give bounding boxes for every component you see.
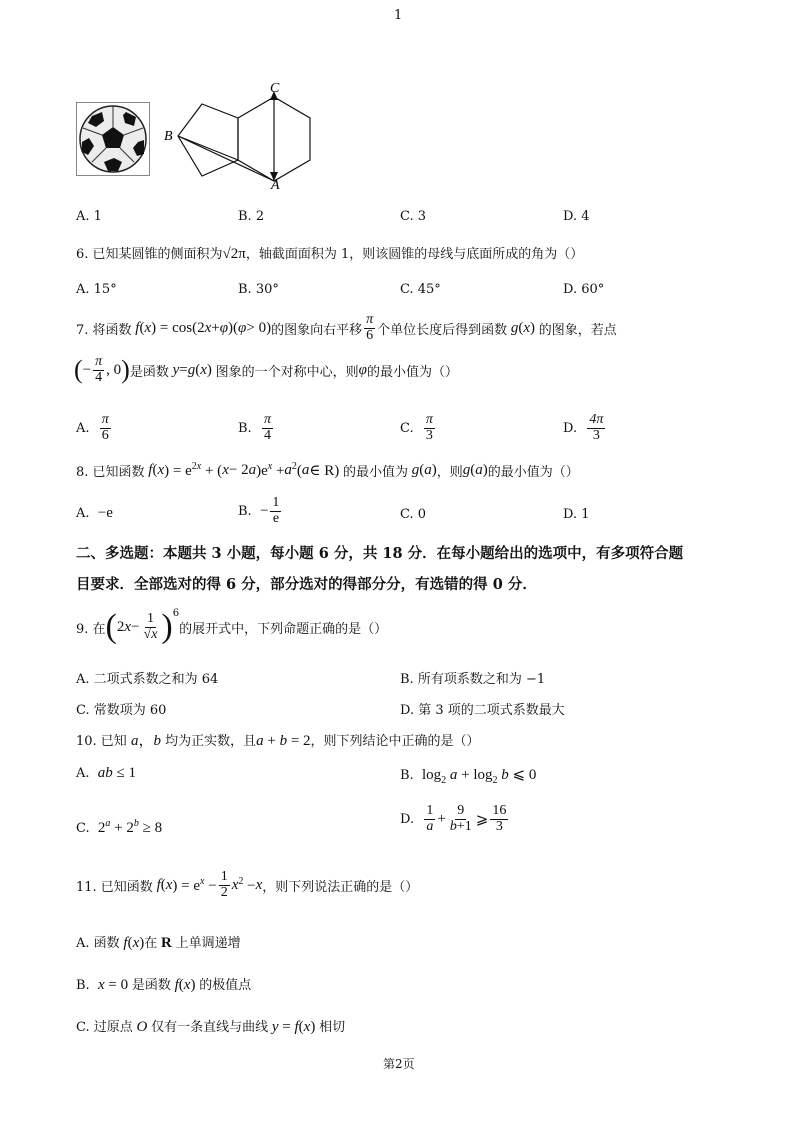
section2-heading-line2: 目要求．全部选对的得 6 分，部分选对的得部分分，有选错的得 0 分．: [76, 576, 537, 593]
q9-option-a: A. 二项式系数之和为 64: [76, 672, 219, 687]
q8-option-b: B. − $\frac{1}{e}$: [238, 495, 280, 526]
q11-option-a: A. 函数 f(x)在 R 上单调递增: [76, 935, 241, 951]
q11-option-c: C. 过原点 O 仅有一条直线与曲线 y = f(x) 相切: [76, 1019, 346, 1035]
q8-option-c: C. 0: [400, 507, 427, 522]
q10-option-a: A. ab ≤ 1: [76, 765, 137, 781]
q8-option-d: D. 1: [563, 507, 590, 522]
q7-option-b: B. $\frac{\pi}{4}$: [238, 412, 271, 443]
page-footer: 第2页: [383, 1057, 415, 1071]
label-A: A: [271, 178, 280, 190]
q9-option-d: D. 第 3 项的二项式系数最大: [400, 703, 565, 718]
q9-option-b: B. 所有项系数之和为 −1: [400, 672, 546, 687]
q8-stem: 8. 已知函数 f ( x ) = $e^{2x}$ + ( x − 2 a )$e^x$ + a $^2$( a ∈ R) 的最小值为 g ( a ) ，则 g ( a ) 的最小值为（）: [76, 461, 579, 480]
q10-stem: 10. 已知 a，b 均为正实数，且a + b = 2，则下列结论中正确的是（）: [76, 733, 480, 749]
q9-stem: 9. 在 ( 2 x − $\frac{1}{√x}$ ) $^6$ 的展开式中，下列命题正确的是（）: [76, 608, 388, 645]
q6-option-c: C. 45°: [400, 282, 441, 297]
q7-line2: ( − $\frac{\pi}{4}$ , 0 ) 是函数 y = g ( x ) 图象的一个对称中心，则 φ 的最小值为（）: [74, 354, 458, 385]
q7-line1: 7. 将函数 f ( x ) = cos(2 x + φ )( φ > 0) 的图象向右平移 $\frac{\pi}{6}$ 个单位长度后得到函数 g ( x ) 的图象，若点: [76, 312, 617, 343]
q5-option-d: D. 4: [563, 209, 590, 224]
q6-math: √2π: [222, 246, 246, 262]
q10-option-d: D. $\frac{1}{a}$ + $\frac{9}{b+1}$ ⩾ $\frac{16}{3}$: [400, 803, 507, 834]
label-B: B: [164, 129, 173, 144]
q5-option-c: C. 3: [400, 209, 427, 224]
soccer-ball-figure: [76, 102, 150, 176]
q7-option-d: D. $\frac{4\pi}{3}$: [563, 412, 604, 443]
label-C: C: [270, 81, 280, 96]
geometry-figure: [160, 80, 320, 190]
q11-stem: 11. 已知函数 f ( x ) = $e^x$ − $\frac{1}{2}$ x $^2$ − x ，则下列说法正确的是（）: [76, 869, 419, 900]
section2-heading-line1: 二、多选题：本题共 3 小题，每小题 6 分，共 18 分．在每小题给出的选项中，有多项符合题: [76, 545, 684, 562]
q6-stem: 6. 已知某圆锥的侧面积为√2π，轴截面面积为 1，则该圆锥的母线与底面所成的角为（）: [76, 246, 584, 262]
q10-option-c: C. $2^a + 2^b \ge 8$: [76, 818, 163, 836]
q5-option-a: A. 1: [76, 209, 102, 224]
q7-option-a: A. $\frac{\pi}{6}$: [76, 412, 109, 443]
q6-option-a: A. 15°: [76, 282, 117, 297]
q8-option-a: A. −e: [76, 505, 113, 521]
q9-option-c: C. 常数项为 60: [76, 703, 167, 718]
q6-option-b: B. 30°: [238, 282, 279, 297]
q10-option-b: B. $\log_2 a + \log_2 b$ ⩽ 0: [400, 767, 537, 786]
q6-option-d: D. 60°: [563, 282, 605, 297]
q11-option-b: B. x = 0 是函数 f(x) 的极值点: [76, 977, 252, 993]
page-number: 1: [394, 8, 403, 23]
q5-option-b: B. 2: [238, 209, 265, 224]
q7-option-c: C. $\frac{\pi}{3}$: [400, 412, 433, 443]
